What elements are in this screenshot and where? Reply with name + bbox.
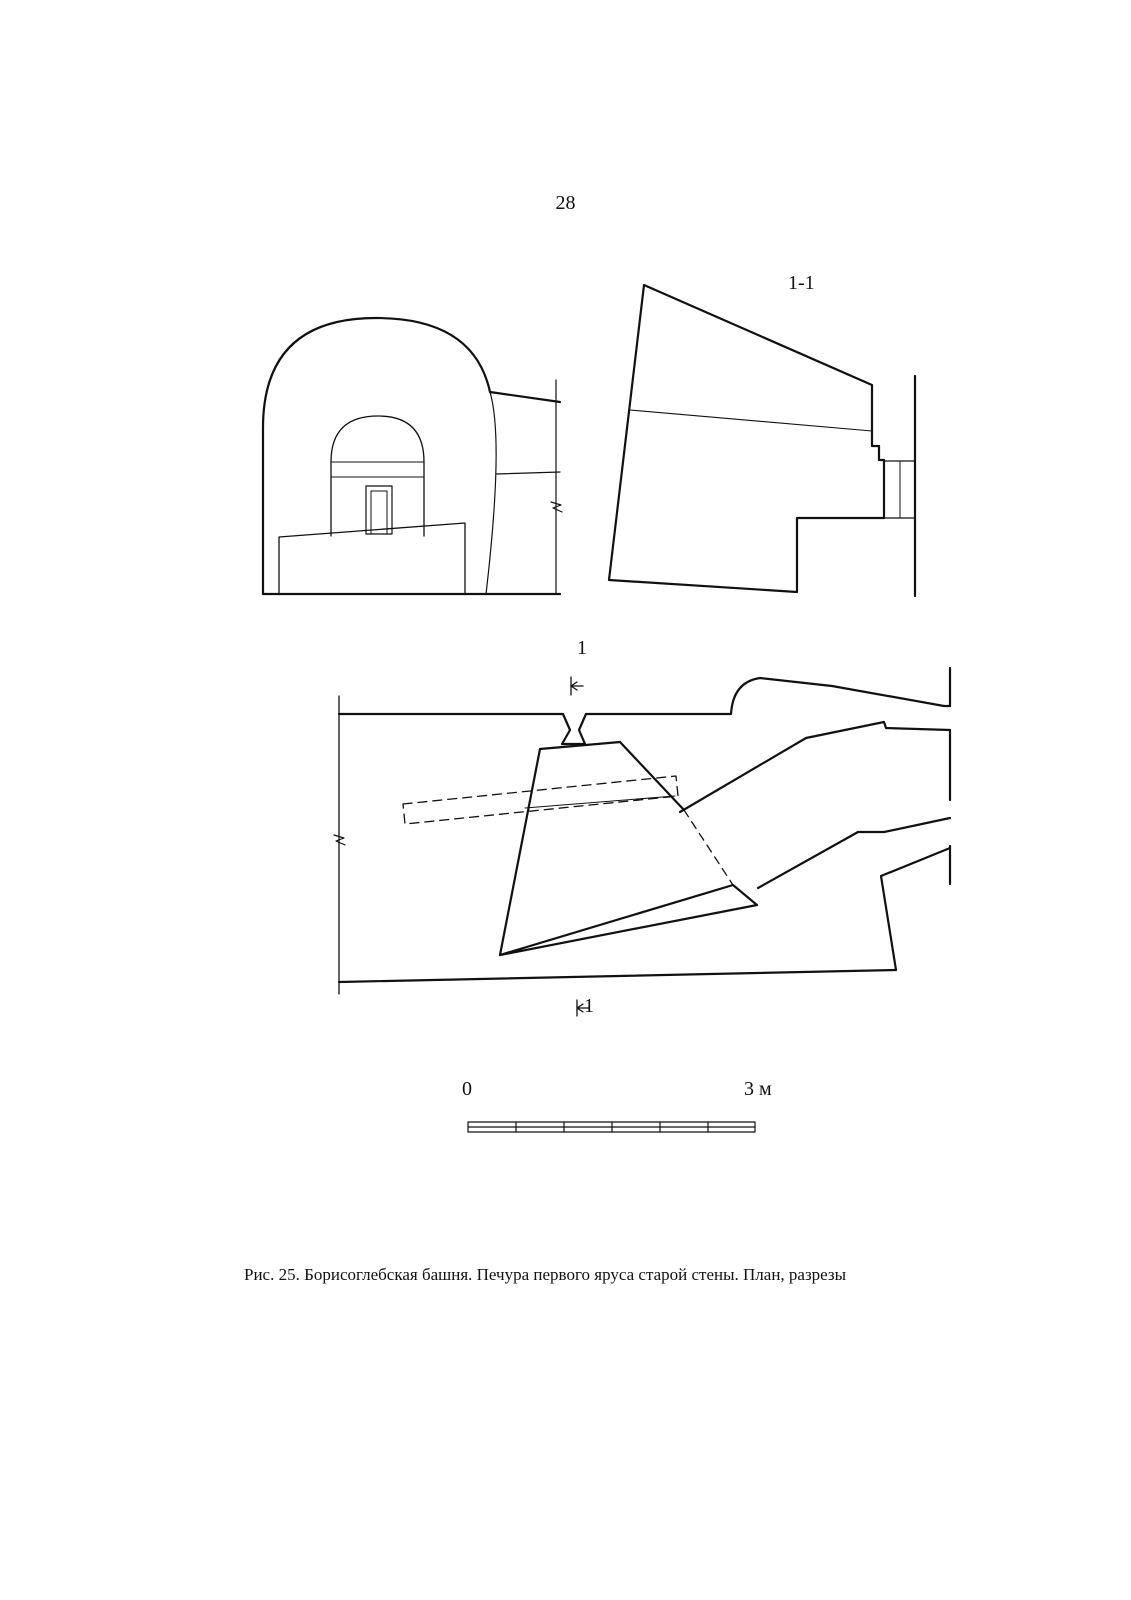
- cut-arrow-top: [571, 677, 583, 695]
- plan-right-bay: [881, 848, 950, 970]
- section-label: 1-1: [788, 272, 815, 294]
- plan-outline-top: [339, 678, 950, 744]
- section-1-1: [609, 285, 915, 596]
- chamber-left-side: [500, 749, 540, 955]
- plan-outline-bottom: [339, 970, 896, 982]
- inner-arch: [331, 416, 424, 536]
- cut-mark-bottom: 1: [584, 995, 594, 1017]
- plan: [334, 668, 950, 1016]
- right-wall-line: [486, 392, 496, 594]
- embrasure-opening-inner: [371, 491, 387, 534]
- vault-outline: [263, 318, 560, 594]
- section-outline: [609, 285, 884, 592]
- scale-end-label: 3 м: [744, 1078, 772, 1100]
- embrasure-chamber: [500, 742, 757, 955]
- figure-caption: Рис. 25. Борисоглебская башня. Печура первого яруса старой стены. План, разрезы: [244, 1265, 847, 1284]
- dashed-sill-outline: [403, 776, 678, 824]
- section-vault-line: [630, 410, 872, 431]
- scale-bar: [468, 1122, 755, 1132]
- right-wall-band: [496, 472, 560, 474]
- embrasure-upper-wall: [680, 722, 950, 812]
- embrasure-lower-wall: [758, 818, 950, 888]
- embrasure-opening-outer: [366, 486, 392, 534]
- scale-start-label: 0: [462, 1078, 472, 1100]
- elevation-section: [263, 318, 562, 594]
- cut-mark-top: 1: [577, 637, 587, 659]
- page-number: 28: [555, 192, 576, 214]
- chamber-dashed-edge: [684, 810, 733, 885]
- chamber-section-line: [525, 796, 675, 808]
